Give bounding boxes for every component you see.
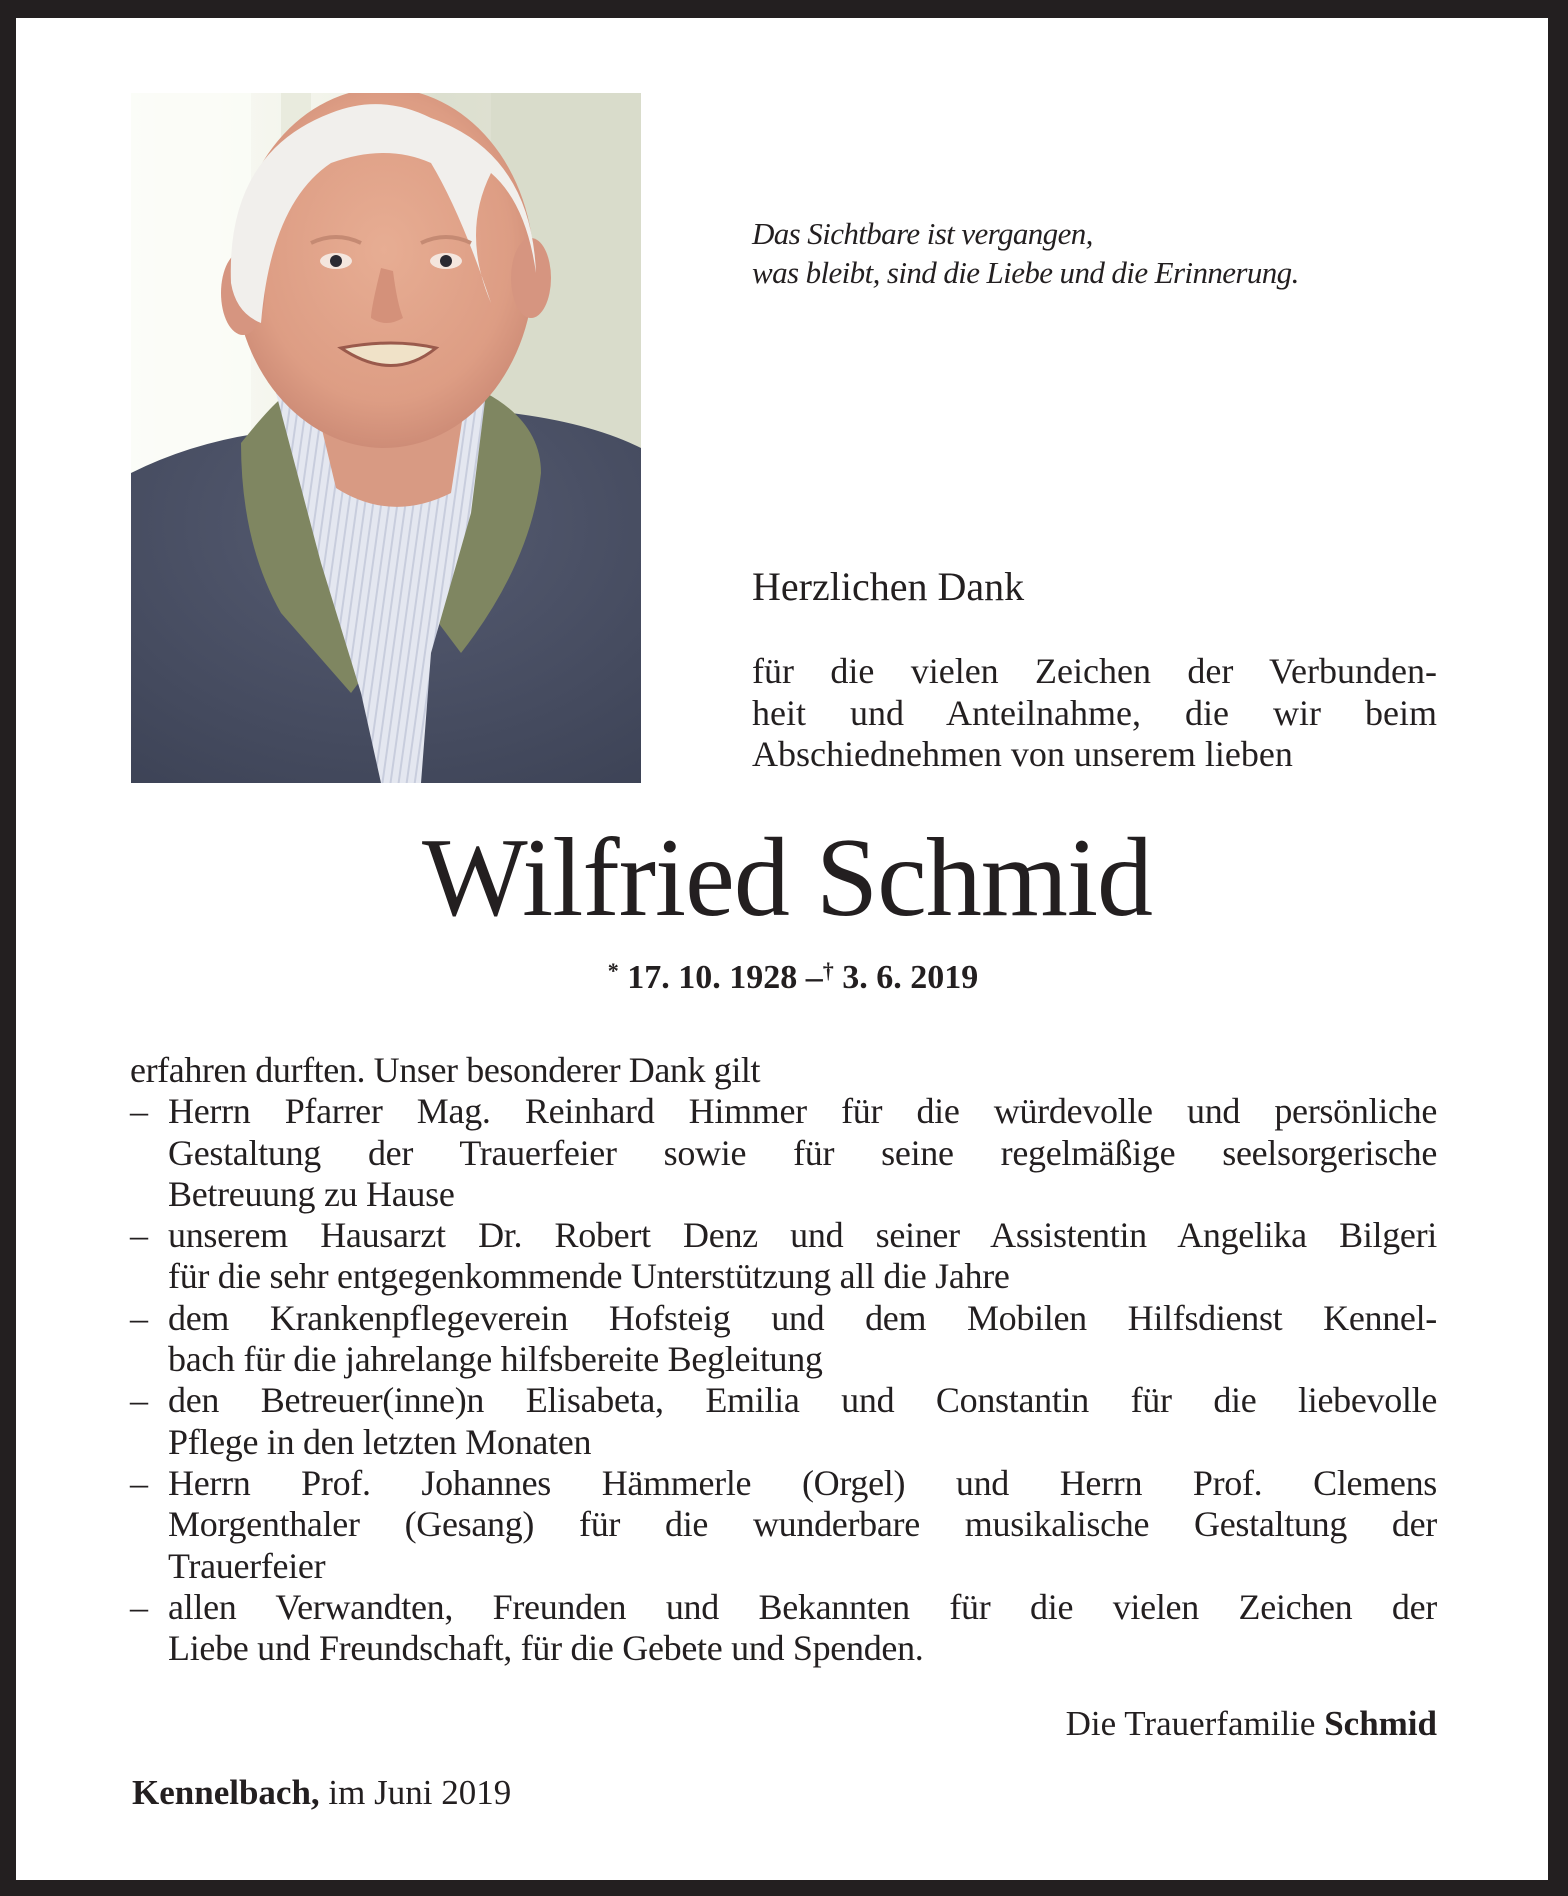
list-item: [130, 1091, 1437, 1215]
signature: [1066, 1703, 1437, 1745]
thanks-body: [130, 1050, 1437, 1669]
date-text: im Juni 2019: [328, 1773, 512, 1812]
death-cross-icon: †: [822, 958, 834, 983]
list-item-line: Herrn Prof. Johannes Hämmerle (Orgel) und Herrn Prof. Clemens: [168, 1462, 1437, 1503]
portrait-photo: [131, 93, 641, 783]
list-item-line: unserem Hausarzt Dr. Robert Denz und seiner Assistentin Angelika Bilgeri: [168, 1215, 1437, 1256]
list-item-line: Pflege in den letzten Monaten: [168, 1421, 592, 1462]
list-item-line: bach für die jahrelange hilfsbereite Begleitung: [168, 1339, 823, 1380]
list-item: [130, 1298, 1437, 1381]
intro-line: Abschiednehmen von unserem lieben: [752, 734, 1293, 774]
memorial-quote: [752, 214, 1452, 292]
thanks-intro: [752, 651, 1437, 776]
place-name: Kennelbach,: [132, 1773, 320, 1812]
list-item-line: allen Verwandten, Freunden und Bekannten für die vielen Zeichen der: [168, 1586, 1437, 1627]
list-item-line: für die sehr entgegenkommende Unterstützung all die Jahre: [168, 1256, 1010, 1297]
deceased-name: Wilfried Schmid: [421, 816, 1153, 940]
life-dates: [0, 950, 1568, 999]
portrait-image: [131, 93, 641, 783]
dash-bullet-icon: –: [130, 1462, 148, 1503]
list-item-line: Herrn Pfarrer Mag. Reinhard Himmer für die würdevolle und persönliche: [168, 1091, 1437, 1132]
thanks-lead: erfahren durften. Unser besonderer Dank gilt: [130, 1050, 761, 1090]
dash-bullet-icon: –: [130, 1091, 148, 1132]
list-item: [130, 1463, 1437, 1587]
dash-bullet-icon: –: [130, 1586, 148, 1627]
death-date: 3. 6. 2019: [842, 959, 979, 996]
signature-prefix: Die Trauerfamilie: [1065, 1704, 1316, 1743]
list-item-line: Liebe und Freundschaft, für die Gebete und Spenden.: [168, 1628, 924, 1669]
quote-line: Das Sichtbare ist vergangen,: [752, 216, 1093, 251]
birth-star-icon: *: [607, 958, 619, 983]
intro-line: für die vielen Zeichen der Verbunden-: [752, 651, 1437, 691]
birth-date: 17. 10. 1928: [627, 959, 798, 996]
dash-bullet-icon: –: [130, 1215, 148, 1256]
list-item: [130, 1587, 1437, 1670]
list-item-line: Trauerfeier: [168, 1545, 326, 1586]
intro-line: heit und Anteilnahme, die wir beim: [752, 692, 1437, 733]
list-item: [130, 1215, 1437, 1298]
list-item-line: den Betreuer(inne)n Elisabeta, Emilia und Constantin für die liebevolle: [168, 1380, 1437, 1421]
quote-line: was bleibt, sind die Liebe und die Erinnerung.: [752, 255, 1299, 290]
list-item-line: Gestaltung der Trauerfeier sowie für seine regelmäßige seelsorgerische: [168, 1132, 1437, 1173]
dash-bullet-icon: –: [130, 1297, 148, 1338]
place-date: [132, 1772, 511, 1814]
thanks-heading: Herzlichen Dank: [752, 564, 1025, 609]
list-item-line: dem Krankenpflegeverein Hofsteig und dem Mobilen Hilfsdienst Kennel-: [168, 1297, 1437, 1338]
signature-family: Schmid: [1324, 1704, 1437, 1743]
date-separator: –: [805, 959, 823, 996]
list-item: [130, 1380, 1437, 1463]
list-item-line: Morgenthaler (Gesang) für die wunderbare musikalische Gestaltung der: [168, 1504, 1437, 1545]
dash-bullet-icon: –: [130, 1380, 148, 1421]
thanks-list: [130, 1091, 1437, 1669]
list-item-line: Betreuung zu Hause: [168, 1173, 455, 1214]
